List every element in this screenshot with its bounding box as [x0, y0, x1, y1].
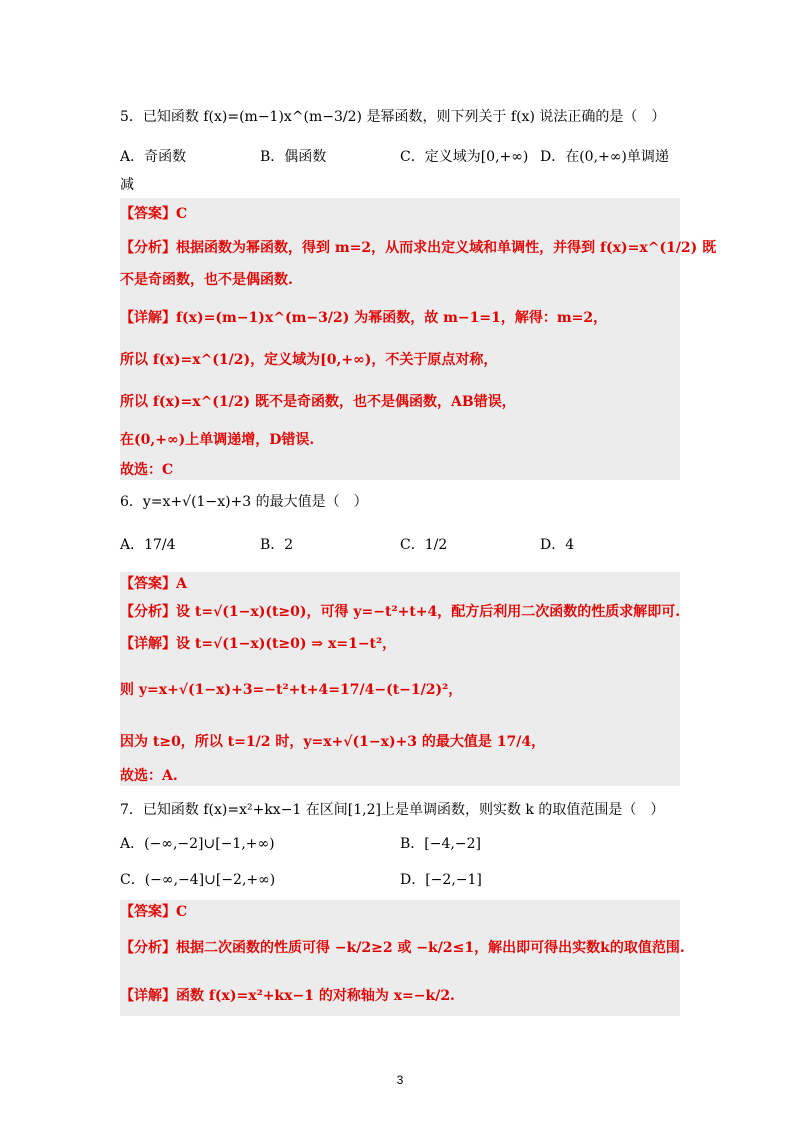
- q6-choose: 故选：A.: [120, 768, 178, 784]
- q7-answer-box: [120, 900, 685, 1016]
- q5-detail-line2: 所以 f(x)=x^(1/2)，定义域为[0,+∞)，不关于原点对称，: [120, 352, 498, 368]
- q7-options-row2: [120, 870, 680, 890]
- q6-option-d: D．4: [540, 537, 575, 553]
- q5-option-a: A．奇函数: [120, 149, 187, 165]
- q6-detail-line1: 【详解】设 t=√(1−x)(t≥0) ⇒ x=1−t²，: [120, 636, 397, 652]
- q5-stem: 5．已知函数 f(x)=(m−1)x^(m−3/2) 是幂函数，则下列关于 f(x) 说法正确的是（ ）: [120, 109, 666, 125]
- q5-choose: 故选：C: [120, 462, 174, 478]
- q6-detail-line2: 则 y=x+√(1−x)+3=−t²+t+4=17/4−(t−1/2)²，: [120, 682, 463, 698]
- q6-stem: 6．y=x+√(1−x)+3 的最大值是（ ）: [120, 494, 368, 510]
- q5-detail-line1: 【详解】f(x)=(m−1)x^(m−3/2) 为幂函数，故 m−1=1，解得：m=2，: [120, 310, 608, 326]
- q6-answer: 【答案】A: [120, 576, 187, 592]
- q7-option-a: A．(−∞,−2]∪[−1,+∞): [120, 836, 275, 852]
- q5-detail-line3: 所以 f(x)=x^(1/2) 既不是奇函数，也不是偶函数，AB错误，: [120, 394, 516, 410]
- q5-option-d: D．在(0,+∞)单调递: [540, 149, 669, 165]
- q5-option-c: C．定义域为[0,+∞): [400, 149, 529, 165]
- q7-option-b: B．[−4,−2]: [400, 836, 481, 852]
- q6-option-a: A．17/4: [120, 537, 176, 553]
- q5-answer-box: [120, 198, 717, 480]
- q7-answer: 【答案】C: [120, 904, 188, 920]
- q5-analysis-line1: 【分析】根据函数为幂函数，得到 m=2，从而求出定义域和单调性，并得到 f(x)=x^(1/2) 既: [120, 240, 717, 256]
- q7-option-d: D．[−2,−1]: [400, 872, 482, 888]
- page-number: 3: [396, 1073, 404, 1087]
- q7-options-row1: [120, 834, 680, 854]
- q7-analysis: 【分析】根据二次函数的性质可得 −k/2≥2 或 −k/2≤1，解出即可得出实数k的取值范围.: [120, 940, 685, 956]
- q6-analysis: 【分析】设 t=√(1−x)(t≥0)，可得 y=−t²+t+4，配方后利用二次函数的性质求解即可.: [120, 604, 681, 620]
- q5-answer: 【答案】C: [120, 206, 188, 222]
- q7-detail-line1: 【详解】函数 f(x)=x²+kx−1 的对称轴为 x=−k/2.: [120, 988, 455, 1004]
- q6-option-c: C．1/2: [400, 537, 448, 553]
- q7-option-c: C．(−∞,−4]∪[−2,+∞): [120, 872, 276, 888]
- q5-detail-line4: 在(0,+∞)上单调递增，D错误.: [120, 432, 315, 448]
- q5-analysis-line2: 不是奇函数，也不是偶函数.: [120, 272, 293, 288]
- q6-options: [120, 535, 680, 555]
- q6-detail-line3: 因为 t≥0，所以 t=1/2 时，y=x+√(1−x)+3 的最大值是 17/4，: [120, 734, 546, 750]
- q5-options: [120, 147, 680, 167]
- q7-stem: 7．已知函数 f(x)=x²+kx−1 在区间[1,2]上是单调函数，则实数 k 的取值范围是（ ）: [120, 802, 665, 818]
- q6-answer-box: [120, 572, 680, 786]
- q6-option-b: B．2: [260, 537, 294, 553]
- q5-option-b: B．偶函数: [260, 149, 327, 165]
- q5-option-wrap: 减: [120, 177, 134, 193]
